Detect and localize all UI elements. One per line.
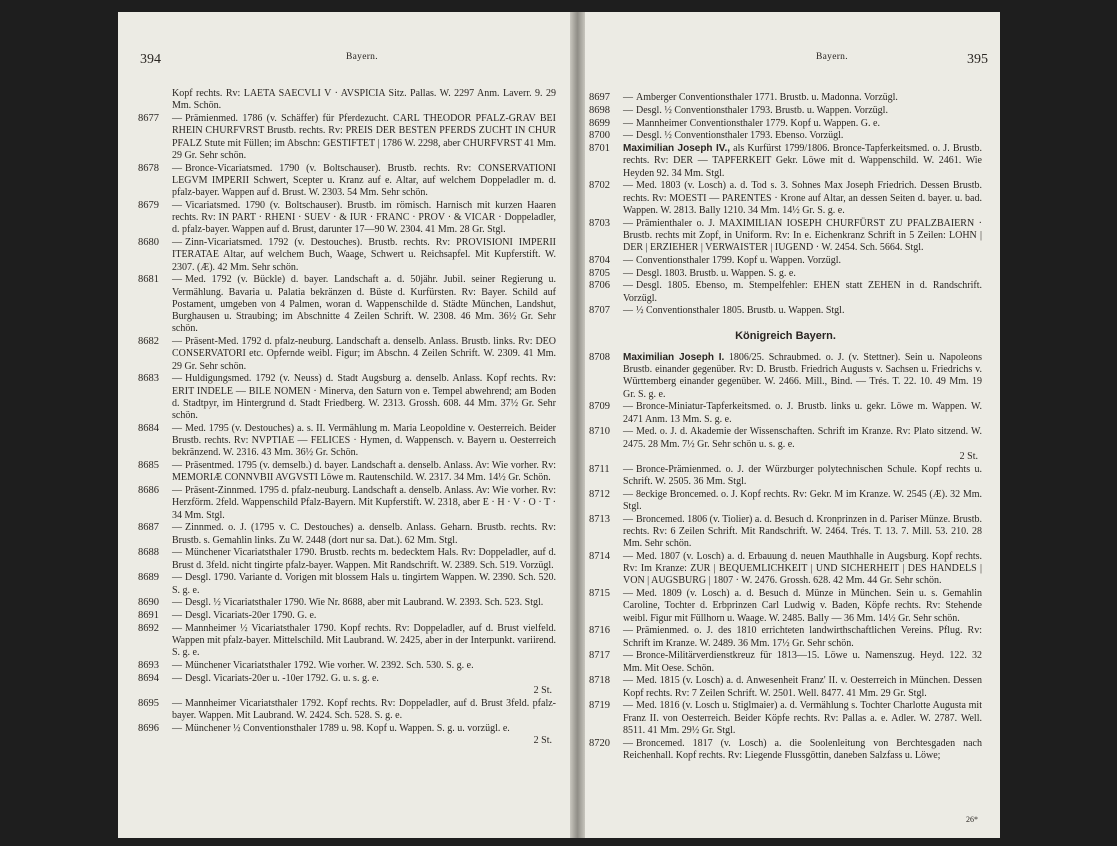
catalog-entry xyxy=(589,738,982,763)
running-head-left: Bayern. xyxy=(346,52,378,62)
page-number-left: 394 xyxy=(140,52,161,67)
entry-number: 8716 xyxy=(589,625,610,637)
entry-dash: — xyxy=(172,237,182,248)
catalog-entry xyxy=(589,118,982,130)
catalog-entry xyxy=(138,336,556,373)
catalog-entry xyxy=(589,625,982,650)
catalog-entry xyxy=(138,200,556,237)
catalog-entry xyxy=(589,588,982,625)
entry-dash: — xyxy=(623,104,633,116)
entry-text: Präsent-Med. 1792 d. pfalz-neuburg. Landschaft a. denselb. Anlass. Brustb. links. Rv: DEO CONSERVATORI etc. Opfernde weibl. Figur; im Abschn. 4 Zeilen Schrift. W. 2309. 41 Mm. 29 Gr. Sehr schön. xyxy=(172,336,556,372)
catalog-entry xyxy=(138,623,556,660)
entry-dash: — xyxy=(623,513,633,525)
entry-text: Prämienmed. o. J. des 1810 errichteten landwirthschaftlichen Vereins. Pflug. Rv: Schrift im Kranze. W. 2489. 36 Mm. 17½ Gr. Sehr schön. xyxy=(623,625,982,649)
entry-dash: — xyxy=(623,700,633,712)
entry-number: 8713 xyxy=(589,513,610,525)
catalog-entry xyxy=(138,163,556,200)
entry-number: 8678 xyxy=(138,162,159,174)
entry-number: 8689 xyxy=(138,572,159,584)
entry-text: ½ Conventionsthaler 1805. Brustb. u. Wappen. Stgl. xyxy=(636,305,845,317)
catalog-entry xyxy=(138,88,556,113)
entry-dash: — xyxy=(172,422,182,434)
entry-text: Prämienthaler o. J. MAXIMILIAN IOSEPH CHURFÜRST ZU PFALZBAIERN · Brustb. rechts mit Zopf, in Uniform. Rv: In e. Eichenkranz Schrift in 5 Zeilen: LOHN | DER | ERZIEHER | VERWAISTER | IUGEND · W. 2454. Sch. 5664. Stgl. xyxy=(623,217,982,253)
entry-text: Kopf rechts. Rv: LAETA SAECVLI V · AVSPICIA Sitz. Pallas. W. 2297 Anm. Laverr. 9. 29 Mm. Schön. xyxy=(172,88,556,112)
left-entry-list xyxy=(138,88,556,748)
catalog-entry xyxy=(138,723,556,748)
entry-number: 8680 xyxy=(138,237,159,248)
entry-number: 8690 xyxy=(138,597,159,609)
entry-text: Conventionsthaler 1799. Kopf u. Wappen. Vorzügl. xyxy=(636,254,842,266)
catalog-entry xyxy=(138,460,556,485)
entry-text: Med. o. J. d. Akademie der Wissenschaften. Schrift im Kranze. Rv: Plato sitzend. W. 2475. 28 Mm. 7½ Gr. Sehr schön u. s. g. e. xyxy=(623,426,982,450)
entry-number: 8710 xyxy=(589,426,610,438)
catalog-entry xyxy=(138,237,556,274)
entry-text: Med. 1809 (v. Losch) a. d. Besuch d. Münze in München. Sein u. s. Gemahlin Caroline, Tochter d. Erbprinzen Carl Ludwig v. Baden, Köpfe rechts. Rv: Stehende weibl. Figur mit Füllhorn u. Waage. W. 2485. Bally — 36 Mm. 14½ Gr. Sehr schön. xyxy=(623,588,982,624)
entry-number: 8684 xyxy=(138,422,159,434)
entry-text: Desgl. 1803. Brustb. u. Wappen. S. g. e. xyxy=(636,267,796,279)
entry-dash: — xyxy=(172,199,182,211)
entry-text: Desgl. 1805. Ebenso, m. Stempelfehler: EHEN statt ZEHEN in d. Randschrift. Vorzügl. xyxy=(623,280,982,304)
entry-dash: — xyxy=(623,130,633,142)
catalog-entry xyxy=(589,514,982,551)
entry-dash: — xyxy=(172,373,182,385)
book-gutter xyxy=(570,12,585,838)
entry-text: Desgl. 1790. Variante d. Vorigen mit blossem Hals u. tingirtem Wappen. W. 2390. Sch. 520. S. g. e. xyxy=(172,572,556,596)
entry-number: 8712 xyxy=(589,488,610,500)
catalog-entry xyxy=(138,572,556,597)
entry-text: Mannheimer Conventionsthaler 1779. Kopf u. Wappen. G. e. xyxy=(636,117,880,129)
entry-text: Broncemed. 1806 (v. Tiolier) a. d. Besuch d. Kronprinzen in d. Pariser Münze. Brustb. rechts. Rv: 6 Zeilen Schrift. Mit Randschrift. W. 2464. Trés. T. 13. 7. Mill. 53. 210. 28 Mm. Sehr schön. xyxy=(623,513,982,549)
entry-text: Prämienmed. 1786 (v. Schäffer) für Pferdezucht. CARL THEODOR PFALZ-GRAV BEI RHEIN CHURFVRST Brustb. rechts. Rv: PREIS DER BESTEN PFERDS ZUCHT IN CHUR PFALZ Stute mit Füllen; im Abschn: GESTIFTET | 1786 W. 2298, aber CHURFVRST 41 Mm. 29 Gr. Sehr schön. xyxy=(172,113,556,161)
entry-dash: — xyxy=(172,460,182,471)
entry-number: 8702 xyxy=(589,180,610,192)
catalog-entry xyxy=(589,305,982,317)
entry-dash: — xyxy=(172,572,182,584)
entry-dash: — xyxy=(623,588,633,599)
entry-number: 8687 xyxy=(138,522,159,534)
catalog-entry xyxy=(138,597,556,609)
entry-dash: — xyxy=(172,113,182,124)
entry-number: 8698 xyxy=(589,104,610,116)
entry-dash: — xyxy=(623,254,633,266)
section-heading: Königreich Bayern. xyxy=(735,329,836,342)
entry-text: Desgl. ½ Conventionsthaler 1793. Ebenso. Vorzügl. xyxy=(636,130,844,142)
catalog-entry xyxy=(138,610,556,622)
entry-quantity: 2 St. xyxy=(533,685,552,696)
entry-text: Zinnmed. o. J. (1795 v. C. Destouches) a. denselb. Anlass. Geharn. Brustb. rechts. Rv: Brustb. s. Gemahlin links. Zu W. 2448 (dort nur sa. Dat.). 62 Mm. Stgl. xyxy=(172,522,556,546)
entry-number: 8719 xyxy=(589,700,610,712)
entry-number: 8692 xyxy=(138,622,159,634)
entry-text: Zinn-Vicariatsmed. 1792 (v. Destouches). Brustb. rechts. Rv: PROVISIONI IMPERII ITERATAE Altar, auf welchem Buch, Waage, Schwert u. Reichsapfel. Mit Kupferstift. W. 2307. (Æ). 42 Mm. Sehr schön. xyxy=(172,237,556,273)
entry-number: 8677 xyxy=(138,113,159,124)
catalog-entry xyxy=(589,105,982,117)
entry-number: 8720 xyxy=(589,737,610,749)
entry-number: 8686 xyxy=(138,485,159,496)
entry-number: 8691 xyxy=(138,610,159,621)
entry-text: Med. 1803 (v. Losch) a. d. Tod s. 3. Sohnes Max Joseph Friedrich. Dessen Brustb. rechts. Rv: MOESTI — PARENTES · Krone auf Altar, an dessen Seiten d. bayer. u. bad. Wappen. W. 2813. Bally 1210. 34 Mm. 14½ Gr. S. g. e. xyxy=(623,180,982,216)
catalog-entry xyxy=(589,489,982,514)
entry-number: 8703 xyxy=(589,217,610,229)
catalog-entry xyxy=(138,423,556,460)
entry-dash: — xyxy=(623,180,633,192)
ruler-name: Maximilian Joseph IV., xyxy=(623,143,731,154)
entry-dash: — xyxy=(623,217,633,229)
entry-number: 8711 xyxy=(589,463,610,475)
entry-text: als Kurfürst 1799/1806. Bronce-Tapferkeitsmed. o. J. Brustb. rechts. Rv: DER — TAPFERKEIT Gekr. Löwe mit d. Wappenschild. W. 2461. Wie Heyden 92. 34 Mm. Stgl. xyxy=(623,143,982,179)
entry-text: Desgl. Vicariats-20er u. -10er 1792. G. u. s. g. e. xyxy=(185,672,379,684)
entry-number: 8709 xyxy=(589,401,610,413)
entry-dash: — xyxy=(623,280,633,292)
catalog-entry xyxy=(589,268,982,280)
entry-number: 8701 xyxy=(589,143,610,154)
entry-number: 8708 xyxy=(589,351,610,363)
entry-text: Münchener Vicariatsthaler 1790. Brustb. rechts m. bedecktem Hals. Rv: Doppeladler, auf d. Brust d. 3feld. nicht tingirte pfalz-bayer. Wappen. Mit Randschrift. W. 2389. Sch. 519. Vorzügl. xyxy=(172,547,556,571)
catalog-entry xyxy=(138,373,556,422)
entry-text: 8eckige Broncemed. o. J. Kopf rechts. Rv: Gekr. M im Kranze. W. 2545 (Æ). 32 Mm. Stgl. xyxy=(623,488,982,512)
catalog-entry xyxy=(589,464,982,489)
entry-dash: — xyxy=(623,305,633,317)
entry-number: 8682 xyxy=(138,336,159,347)
entry-number: 8705 xyxy=(589,267,610,279)
entry-text: Münchener ½ Conventionsthaler 1789 u. 98. Kopf u. Wappen. S. g. u. vorzügl. e. xyxy=(185,722,510,734)
entry-text: Bronce-Militärverdienstkreuz für 1813—15. Löwe u. Namenszug. Heyd. 122. 32 Mm. Mit Oese. Schön. xyxy=(623,650,982,674)
entry-dash: — xyxy=(172,336,182,347)
entry-number: 8693 xyxy=(138,660,159,671)
entry-dash: — xyxy=(623,737,633,749)
entry-number: 8715 xyxy=(589,588,610,599)
entry-dash: — xyxy=(172,672,182,684)
entry-text: Bronce-Vicariatsmed. 1790 (v. Boltschauser). Brustb. rechts. Rv: CONSERVATIONI LEGVM IMPERII Schwert, Scepter u. Kranz auf e. Altar, auf welchem Doppeladler m. d. pfalz-bayer. Wappen auf d. Brust. W. 2303. 54 Mm. Sehr schön. xyxy=(172,162,556,198)
entry-dash: — xyxy=(172,597,182,609)
entry-number: 8679 xyxy=(138,199,159,211)
catalog-entry xyxy=(589,255,982,267)
entry-number: 8695 xyxy=(138,697,159,709)
entry-number: 8699 xyxy=(589,117,610,129)
entry-text: Med. 1816 (v. Losch u. Stiglmaier) a. d. Vermählung s. Tochter Charlotte Augusta mit Franz II. von Oesterreich. Beider Köpfe rechts. Rv: Pallas a. e. Adler. W. 2787. Well. 8511. 41 Mm. 29½ Gr. Stgl. xyxy=(623,700,982,736)
entry-dash: — xyxy=(172,610,182,621)
entry-dash: — xyxy=(623,675,633,687)
entry-dash: — xyxy=(623,650,633,662)
entry-dash: — xyxy=(172,485,182,496)
catalog-entry xyxy=(589,143,982,180)
entry-number: 8683 xyxy=(138,373,159,385)
entry-text: Huldigungsmed. 1792 (v. Neuss) d. Stadt Augsburg a. denselb. Anlass. Kopf rechts. Rv: ERIT INDELE — BILE NOMEN · Minerva, den Saturn von e. Tempel abwehrend; am Boden d. Stadtpyr, im Hintergrund d. Stadt Friedberg. W. 2313. Grossh. 608. 44 Mm. 37½ Gr. Sehr schön. xyxy=(172,373,556,421)
entry-dash: — xyxy=(172,162,182,174)
entry-number: 8700 xyxy=(589,130,610,142)
catalog-entry xyxy=(589,352,982,401)
entry-text: Broncemed. 1817 (v. Losch) a. die Soolenleitung von Berchtesgaden nach Reichenhall. Kopf rechts. Rv: Liegende Flussgöttin, daneben Salzfass u. Löwe; xyxy=(623,737,982,761)
entry-dash: — xyxy=(172,622,182,634)
entry-text: Münchener Vicariatsthaler 1792. Wie vorher. W. 2392. Sch. 530. S. g. e. xyxy=(185,660,474,671)
entry-dash: — xyxy=(172,722,182,734)
entry-text: Amberger Conventionsthaler 1771. Brustb. u. Madonna. Vorzügl. xyxy=(636,92,898,103)
entry-text: 1806/25. Schraubmed. o. J. (v. Stettner). Sein u. Napoleons Brustb. einander gegenüber. Rv: D. Brustb. Friedrich Augusts v. Sachsen u. Friedrichs v. Württemberg einander gegenüber. W. 2466. Mill., Bind. — Trés. T. 22. 10. 49 Mm. 19 Gr. S. g. e. xyxy=(623,351,982,400)
entry-text: Präsent-Zinnmed. 1795 d. pfalz-neuburg. Landschaft a. denselb. Anlass. Av: Wie vorher. Rv: Herzförm. 2feld. Wappenschild Pfalz-Bayern. Mit Kupferstift. W. 2318, aber E · H · V · O · T · 34 Mm. Stgl. xyxy=(172,485,556,521)
entry-dash: — xyxy=(172,522,182,534)
catalog-entry xyxy=(589,180,982,217)
entry-dash: — xyxy=(623,117,633,129)
entry-dash: — xyxy=(623,401,633,413)
entry-number: 8714 xyxy=(589,550,610,562)
catalog-entry xyxy=(589,426,982,463)
entry-number: 8718 xyxy=(589,675,610,687)
catalog-entry xyxy=(138,485,556,522)
entry-dash: — xyxy=(623,463,633,475)
right-entry-list xyxy=(589,92,982,763)
catalog-entry xyxy=(138,274,556,335)
catalog-entry xyxy=(138,698,556,723)
entry-text: Desgl. ½ Vicariatsthaler 1790. Wie Nr. 8688, aber mit Laubrand. W. 2393. Sch. 523. Stgl. xyxy=(185,597,544,609)
entry-dash: — xyxy=(172,660,182,671)
entry-text: Med. 1792 (v. Bückle) d. bayer. Landschaft a. d. 50jähr. Jubil. seiner Regierung u. Vermählung. Bavaria u. Palatia bekränzen d. Büste d. Kurfürsten. Rv: Bayer. Schild auf Postament, umgeben von 4 Palmen, woran d. Wappenschilde d. Städte München, Landshut, Burghausen u. Straubing; im Abschnitte 4 Zeilen Schrift. W. 2308. 46 Mm. 36½ Gr. Sehr schön. xyxy=(172,274,556,335)
catalog-entry xyxy=(589,700,982,737)
catalog-entry xyxy=(589,130,982,142)
entry-dash: — xyxy=(623,625,633,637)
catalog-entry xyxy=(589,92,982,104)
catalog-entry xyxy=(138,522,556,547)
entry-dash: — xyxy=(172,547,182,559)
entry-text: Med. 1815 (v. Losch) a. d. Anwesenheit Franz' II. v. Oesterreich in München. Dessen Kopf rechts. Rv: 7 Zeilen Schrift. W. 2501. Well. 8477. 41 Mm. 29 Gr. Stgl. xyxy=(623,675,982,699)
entry-text: Med. 1795 (v. Destouches) a. s. II. Vermählung m. Maria Leopoldine v. Oesterreich. Beider Brustb. rechts. Rv: NVPTIAE — FELICES · Hymen, d. Wappensch. v. Bayern u. Oesterreich bekränzend. W. 2316. 43 Mm. 36½ Gr. Schön. xyxy=(172,422,556,459)
page-number-right: 395 xyxy=(967,52,988,67)
entry-quantity: 2 St. xyxy=(533,735,552,746)
entry-dash: — xyxy=(172,274,182,286)
entry-dash: — xyxy=(172,697,182,709)
entry-text: Bronce-Miniatur-Tapferkeitsmed. o. J. Brustb. links u. gekr. Löwe m. Wappen. W. 2471 Anm. 13 Mm. S. g. e. xyxy=(623,401,982,425)
ruler-name: Maximilian Joseph I. xyxy=(623,351,725,363)
entry-number: 8694 xyxy=(138,672,159,684)
entry-dash: — xyxy=(623,488,633,500)
catalog-entry xyxy=(589,218,982,255)
entry-number: 8704 xyxy=(589,254,610,266)
entry-number: 8697 xyxy=(589,92,610,103)
entry-quantity: 2 St. xyxy=(959,450,978,462)
catalog-entry xyxy=(589,675,982,700)
catalog-entry xyxy=(138,660,556,672)
right-page xyxy=(585,12,1000,838)
signature-mark: 26* xyxy=(966,815,978,824)
entry-text: Mannheimer Vicariatsthaler 1792. Kopf rechts. Rv: Doppeladler, auf d. Brust 3feld. pfalz-bayer. Wappen. Mit Laubrand. W. 2424. Sch. 528. S. g. e. xyxy=(172,697,556,721)
entry-number: 8685 xyxy=(138,460,159,471)
entry-text: Desgl. ½ Conventionsthaler 1793. Brustb. u. Wappen. Vorzügl. xyxy=(636,104,888,116)
entry-number: 8707 xyxy=(589,305,610,317)
entry-text: Med. 1807 (v. Losch) a. d. Erbauung d. neuen Mauthhalle in Augsburg. Kopf rechts. Rv: Im Kranze: ZUR | BEQUEMLICHKEIT | UND SICHERHEIT | DES HANDELS | VON | AUGSBURG | 1807 · W. 2476. Grossh. 628. 42 Mm. 44 Gr. Sehr schön. xyxy=(623,550,982,587)
entry-number: 8717 xyxy=(589,650,610,662)
catalog-entry xyxy=(138,673,556,698)
entry-number: 8696 xyxy=(138,722,159,734)
catalog-entry xyxy=(589,650,982,675)
catalog-entry xyxy=(589,280,982,305)
entry-text: Desgl. Vicariats-20er 1790. G. e. xyxy=(185,610,317,621)
entry-number: 8688 xyxy=(138,547,159,559)
entries-before-heading xyxy=(589,92,982,318)
entry-dash: — xyxy=(623,550,633,562)
catalog-entry xyxy=(138,547,556,572)
entries-after-heading xyxy=(589,352,982,762)
running-head-right: Bayern. xyxy=(816,52,848,62)
catalog-entry xyxy=(138,113,556,162)
entry-dash: — xyxy=(623,92,633,103)
catalog-entry xyxy=(589,401,982,426)
catalog-entry xyxy=(589,551,982,588)
entry-text: Präsentmed. 1795 (v. demselb.) d. bayer. Landschaft a. denselb. Anlass. Av: Wie vorher. Rv: MEMORIÆ CONNVBII AVGVSTI Löwe m. Rautenschild. W. 2317. 34 Mm. 14½ Gr. Schön. xyxy=(172,460,556,484)
entry-number: 8706 xyxy=(589,280,610,292)
entry-number: 8681 xyxy=(138,274,159,286)
left-page xyxy=(118,12,570,838)
entry-text: Vicariatsmed. 1790 (v. Boltschauser). Brustb. im römisch. Harnisch mit kurzen Haaren rechts. Rv: IN PART · RHENI · SUEV · & IUR · FRANC · PROV · & VICAR · Doppeladler, d. pfalz-bayer. Wappen auf d. Brust, darunter 17—90 W. 2304. 41 Mm. 28 Gr. Stgl. xyxy=(172,199,556,236)
entry-text: Bronce-Prämienmed. o. J. der Würzburger polytechnischen Schule. Kopf rechts u. Schrift. W. 2505. 36 Mm. Stgl. xyxy=(623,463,982,487)
entry-dash: — xyxy=(623,267,633,279)
entry-text: Mannheimer ½ Vicariatsthaler 1790. Kopf rechts. Rv: Doppeladler, auf d. Brust vielfeld. Wappen mit pfalz-bayer. Mittelschild. Mit Laubrand. W. 2425, aber in der Interpunkt. variirend. S. g. e. xyxy=(172,622,556,659)
entry-dash: — xyxy=(623,426,633,438)
